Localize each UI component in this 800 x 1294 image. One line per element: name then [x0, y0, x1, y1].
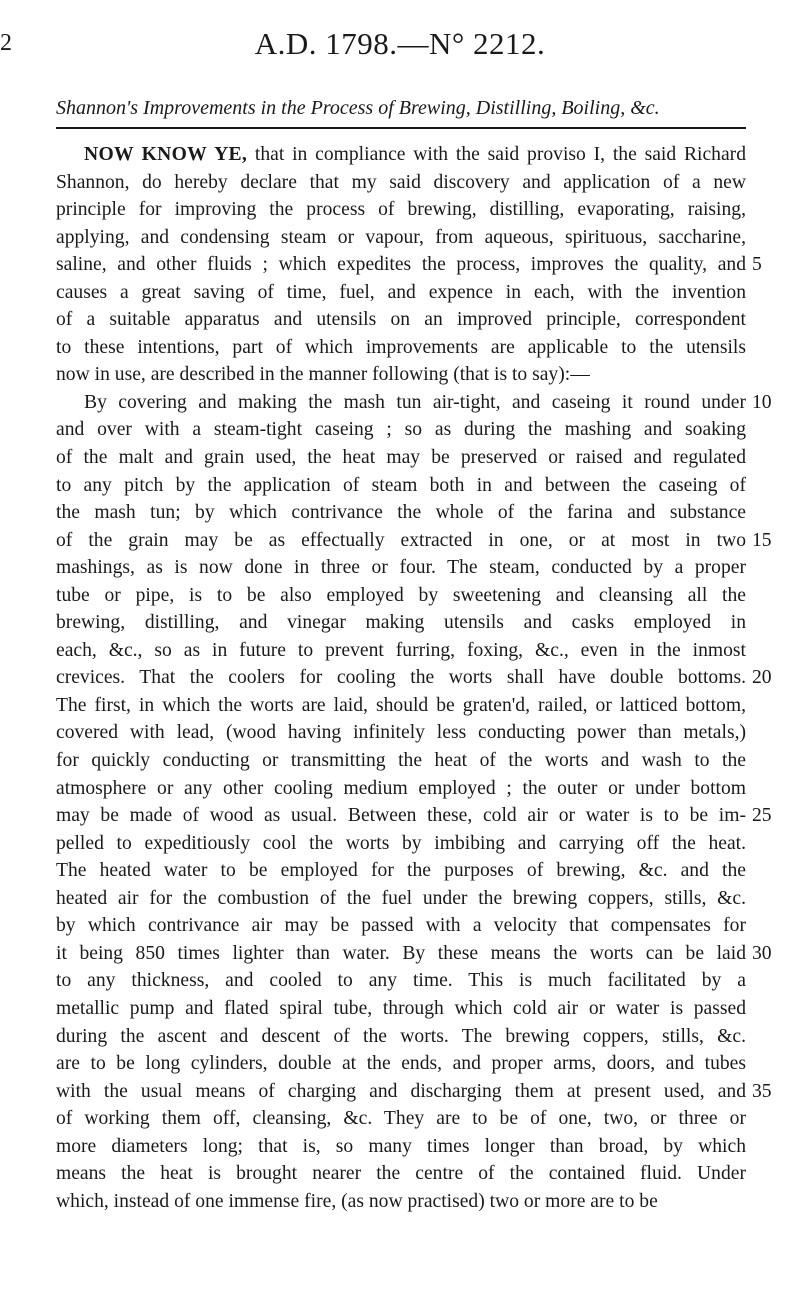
line-text: covered with lead, (wood having infinitely less conducting power than metals,) — [56, 722, 746, 744]
text-line — [56, 527, 772, 555]
line-number: 10 — [752, 391, 772, 413]
text-line — [56, 361, 746, 389]
text-line — [56, 664, 772, 692]
line-text: The first, in which the worts are laid, should be graten'd, railed, or latticed bottom, — [56, 694, 746, 716]
text-line — [56, 444, 746, 472]
text-line — [56, 747, 746, 775]
page-number: 2 — [0, 30, 12, 56]
text-line — [56, 224, 746, 252]
text-line — [56, 389, 772, 417]
text-line — [56, 582, 746, 610]
line-text: with the usual means of charging and discharging them at present used, and — [56, 1080, 746, 1102]
text-line — [56, 940, 772, 968]
line-text: to any thickness, and cooled to any time. This is much facilitated by a — [56, 970, 746, 992]
text-line — [56, 1188, 746, 1216]
line-text: now in use, are described in the manner following (that is to say):— — [56, 364, 590, 386]
text-line — [56, 279, 746, 307]
line-text: By covering and making the mash tun air-tight, and caseing it round under — [84, 391, 746, 413]
text-line — [56, 554, 746, 582]
text-line — [56, 169, 746, 197]
line-number: 25 — [752, 805, 772, 827]
running-head: Shannon's Improvements in the Process of Brewing, Distilling, Boiling, &c. — [56, 97, 660, 119]
line-text: for quickly conducting or transmitting the heat of the worts and wash to the — [56, 750, 746, 772]
line-text: it being 850 times lighter than water. By these means the worts can be laid — [56, 942, 746, 964]
header-rule — [56, 127, 746, 129]
page-title: A.D. 1798.—N° 2212. — [254, 26, 546, 61]
line-text: principle for improving the process of brewing, distilling, evaporating, raising, — [56, 199, 746, 221]
line-text: to any pitch by the application of steam both in and between the caseing of — [56, 474, 746, 496]
line-number: 30 — [752, 942, 772, 964]
line-text: saline, and other fluids ; which expedites the process, improves the quality, and — [56, 254, 746, 276]
line-text: each, &c., so as in future to prevent furring, foxing, &c., even in the inmost — [56, 639, 746, 661]
line-text: of working them off, cleansing, &c. They are to be of one, two, or three or — [56, 1108, 746, 1130]
line-text: that in compliance with the said proviso I, the said Richard — [247, 144, 746, 165]
line-text: means the heat is brought nearer the centre of the contained fluid. Under — [56, 1163, 746, 1185]
line-text: pelled to expeditiously cool the worts by imbibing and carrying off the heat. — [56, 832, 746, 854]
text-line — [56, 416, 746, 444]
line-number: 20 — [752, 667, 772, 689]
text-line — [56, 472, 746, 500]
line-number: 15 — [752, 529, 772, 551]
text-line — [56, 1105, 746, 1133]
body-text — [56, 141, 772, 1215]
text-line — [56, 995, 746, 1023]
line-text: more diameters long; that is, so many times longer than broad, by which — [56, 1135, 746, 1157]
text-line — [56, 1078, 772, 1106]
line-number: 35 — [752, 1080, 772, 1102]
text-line — [56, 802, 772, 830]
text-line — [56, 196, 746, 224]
line-text: during the ascent and descent of the worts. The brewing coppers, stills, &c. — [56, 1025, 746, 1047]
text-line — [56, 306, 746, 334]
text-line — [56, 1050, 746, 1078]
line-text: crevices. That the coolers for cooling the worts shall have double bottoms. — [56, 667, 746, 689]
text-line — [56, 1160, 746, 1188]
line-text: to these intentions, part of which improvements are applicable to the utensils — [56, 336, 746, 358]
line-text: The heated water to be employed for the purposes of brewing, &c. and the — [56, 860, 746, 882]
text-line — [56, 857, 746, 885]
line-text: of a suitable apparatus and utensils on an improved principle, correspondent — [56, 309, 746, 331]
line-text: of the malt and grain used, the heat may be preserved or raised and regulated — [56, 447, 746, 469]
line-text: may be made of wood as usual. Between these, cold air or water is to be im- — [56, 805, 746, 827]
line-text: atmosphere or any other cooling medium employed ; the outer or under bottom — [56, 777, 746, 799]
text-line — [56, 967, 746, 995]
text-line — [56, 719, 746, 747]
line-text: brewing, distilling, and vinegar making utensils and casks employed in — [56, 612, 746, 634]
line-number: 5 — [752, 254, 762, 276]
text-line — [56, 912, 746, 940]
line-text: by which contrivance air may be passed with a velocity that compensates for — [56, 915, 746, 937]
text-line — [56, 692, 746, 720]
line-text: tube or pipe, is to be also employed by sweetening and cleansing all the — [56, 584, 746, 606]
text-line — [56, 1023, 746, 1051]
line-text: which, instead of one immense fire, (as now practised) two or more are to be — [56, 1190, 658, 1212]
line-text: mashings, as is now done in three or four. The steam, conducted by a proper — [56, 557, 746, 579]
text-line — [56, 609, 746, 637]
line-text: the mash tun; by which contrivance the whole of the farina and substance — [56, 502, 746, 524]
text-line — [56, 775, 746, 803]
text-line — [56, 637, 746, 665]
line-text: and over with a steam-tight caseing ; so as during the mashing and soaking — [56, 419, 746, 441]
line-text: applying, and condensing steam or vapour, from aqueous, spirituous, saccharine, — [56, 226, 746, 248]
line-text: Shannon, do hereby declare that my said discovery and application of a new — [56, 171, 746, 193]
text-line — [56, 1133, 746, 1161]
text-line — [56, 334, 746, 362]
text-line — [56, 141, 746, 169]
line-text: causes a great saving of time, fuel, and expence in each, with the invention — [56, 281, 746, 303]
line-text: heated air for the combustion of the fuel under the brewing coppers, stills, &c. — [56, 887, 746, 909]
line-text: are to be long cylinders, double at the ends, and proper arms, doors, and tubes — [56, 1053, 746, 1075]
line-text: metallic pump and flated spiral tube, through which cold air or water is passed — [56, 997, 746, 1019]
text-line — [56, 251, 762, 279]
opening-words: NOW KNOW YE, — [84, 144, 248, 165]
line-text: of the grain may be as effectually extracted in one, or at most in two — [56, 529, 746, 551]
text-line — [56, 830, 746, 858]
text-line — [56, 499, 746, 527]
text-line — [56, 885, 746, 913]
